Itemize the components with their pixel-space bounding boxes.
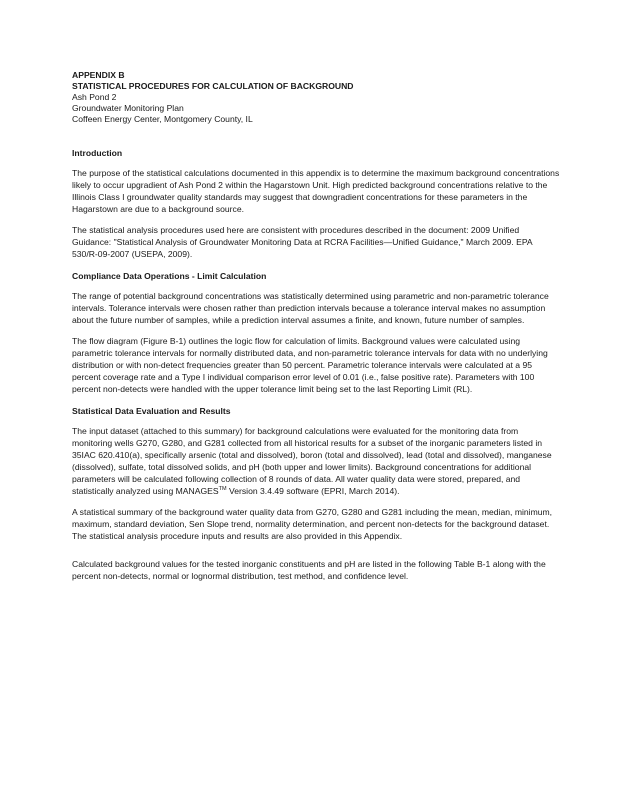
introduction-section — [72, 147, 560, 260]
introduction-paragraph-1: The purpose of the statistical calculations documented in this appendix is to determine the maximum background concentrations likely to occur upgradient of Ash Pond 2 within the Hagarstown Unit. High predicted background concentrations relative to the Illinois Class I groundwater quality standards may suggest that downgradient concentrations for these parameters in the Hagarstown are due to a background source. — [72, 168, 560, 214]
evaluation-paragraph-1-text: The input dataset (attached to this summary) for background calculations were evaluated for the monitoring data from monitoring wells G270, G280, and G281 collected from all historical results for a subset of the inorganic parameters listed in 35IAC 620.410(a), specifically arsenic (total and dissolved), boron (total and dissolved), lead (total and dissolved), manganese (dissolved), sulfate, total dissolved solids, and pH (both upper and lower limits). Background concentrations for additional parameters will be calculated following collection of 8 rounds of data. All water quality data were stored, prepared, and statistically analyzed using MANAGES — [72, 426, 552, 496]
compliance-paragraph-2: The flow diagram (Figure B-1) outlines the logic flow for calculation of limits. Background values were calculated using parametric tolerance intervals for normally distributed data, and non-parametric tolerance intervals for data with no underlying distribution or with non-detect frequencies greater than 50 percent. Parametric tolerance intervals were calculated at a 95 percent coverage rate and a Type I individual comparison error level of 0.01 (i.e., false positive rate). Parameters with 100 percent non-detects were handled with the upper tolerance limit being set to the last Reporting Limit (RL). — [72, 336, 548, 394]
document-page — [72, 70, 560, 592]
introduction-paragraph-2: The statistical analysis procedures used here are consistent with procedures described in the document: 2009 Unified Guidance: "Statistical Analysis of Groundwater Monitoring Data at RCRA Facilities—Unified Guidance," March 2009. EPA 530/R-09-2007 (USEPA, 2009). — [72, 225, 533, 259]
compliance-section — [72, 270, 560, 395]
evaluation-paragraph-3: Calculated background values for the tested inorganic constituents and pH are listed in the following Table B-1 along with the percent non-detects, normal or lognormal distribution, test method, and confidence level. — [72, 559, 546, 581]
plan-name: Groundwater Monitoring Plan — [72, 103, 184, 113]
document-header — [72, 70, 560, 125]
compliance-paragraph-1: The range of potential background concentrations was statistically determined using parametric and non-parametric tolerance intervals. Tolerance intervals were chosen rather than prediction intervals because a tolerance interval makes no assumption about the future number of samples, while a prediction interval assumes a finite, and known, future number of samples. — [72, 291, 549, 325]
evaluation-section — [72, 405, 560, 582]
document-title: STATISTICAL PROCEDURES FOR CALCULATION OF BACKGROUND — [72, 81, 354, 91]
evaluation-paragraph-2: A statistical summary of the background water quality data from G270, G280 and G281 including the mean, median, minimum, maximum, standard deviation, Sen Slope trend, normality determination, and percent non-detects for the background dataset. The statistical analysis procedure inputs and results are also provided in this Appendix. — [72, 507, 553, 541]
location-line: Coffeen Energy Center, Montgomery County, IL — [72, 114, 253, 124]
evaluation-paragraph-1-tail: Version 3.4.49 software (EPRI, March 2014). — [226, 486, 400, 496]
evaluation-paragraph-1 — [72, 425, 560, 497]
evaluation-heading: Statistical Data Evaluation and Results — [72, 406, 231, 416]
site-name: Ash Pond 2 — [72, 92, 117, 102]
introduction-heading: Introduction — [72, 148, 123, 158]
compliance-heading: Compliance Data Operations - Limit Calculation — [72, 271, 267, 281]
trademark-superscript: TM — [218, 486, 227, 493]
appendix-label: APPENDIX B — [72, 70, 125, 80]
